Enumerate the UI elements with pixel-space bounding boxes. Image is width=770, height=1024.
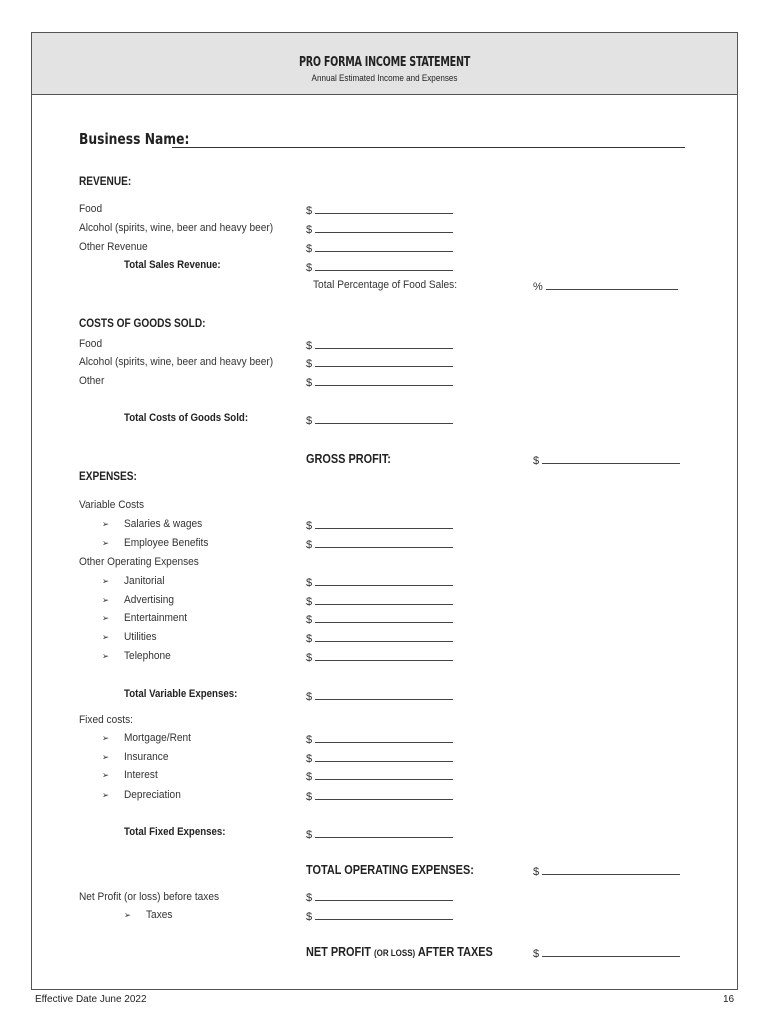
net-profit-after-amount[interactable]: $ [533,947,680,960]
revenue-item-food: Food [79,203,103,215]
utilities-amount[interactable]: $ [306,632,453,645]
net-profit-before-amount[interactable]: $ [306,891,453,904]
total-cogs-label: Total Costs of Goods Sold: [124,412,249,424]
fixed-item-depreciation: Depreciation [124,789,181,801]
revenue-item-alcohol: Alcohol (spirits, wine, beer and heavy beer) [79,222,274,234]
bullet-arrow-icon: ➢ [102,519,109,529]
gross-profit-label: GROSS PROFIT: [306,451,391,466]
entertainment-amount[interactable]: $ [306,613,453,626]
net-profit-before-label: Net Profit (or loss) before taxes [79,891,220,903]
net-profit-after-label: NET PROFIT (OR LOSS) AFTER TAXES [306,944,493,959]
revenue-alcohol-amount[interactable]: $ [306,223,453,236]
salaries-amount[interactable]: $ [306,519,453,532]
total-cogs-amount[interactable]: $ [306,414,453,427]
other-operating-label: Other Operating Expenses [79,556,199,568]
bullet-arrow-icon: ➢ [102,770,109,780]
cogs-heading: COSTS OF GOODS SOLD: [79,318,206,330]
total-variable-amount[interactable]: $ [306,690,453,703]
taxes-amount[interactable]: $ [306,910,453,923]
expense-item-salaries: Salaries & wages [124,518,203,530]
expense-item-telephone: Telephone [124,650,171,662]
bullet-arrow-icon: ➢ [102,752,109,762]
form-header [32,33,737,95]
cogs-other-amount[interactable]: $ [306,376,453,389]
expense-item-utilities: Utilities [124,631,157,643]
food-percentage-label: Total Percentage of Food Sales: [313,279,458,291]
janitorial-amount[interactable]: $ [306,576,453,589]
taxes-label: Taxes [146,909,173,921]
expenses-heading: EXPENSES: [79,471,137,483]
insurance-amount[interactable]: $ [306,752,453,765]
business-name-label: Business Name: [79,130,190,148]
total-sales-revenue-label: Total Sales Revenue: [124,259,221,271]
form-subtitle: Annual Estimated Income and Expenses [311,73,458,83]
fixed-item-interest: Interest [124,769,158,781]
cogs-item-other: Other [79,375,105,387]
cogs-item-food: Food [79,338,103,350]
bullet-arrow-icon: ➢ [102,651,109,661]
cogs-alcohol-amount[interactable]: $ [306,357,453,370]
fixed-item-insurance: Insurance [124,751,169,763]
expense-item-advertising: Advertising [124,594,175,606]
revenue-item-other: Other Revenue [79,241,148,253]
telephone-amount[interactable]: $ [306,651,453,664]
page-number: 16 [723,994,735,1005]
revenue-other-amount[interactable]: $ [306,242,453,255]
form-frame [31,32,738,990]
fixed-item-mortgage: Mortgage/Rent [124,732,191,744]
food-percentage-field[interactable]: % [533,280,678,293]
total-operating-label: TOTAL OPERATING EXPENSES: [306,862,474,877]
bullet-arrow-icon: ➢ [102,538,109,548]
depreciation-amount[interactable]: $ [306,790,453,803]
total-fixed-amount[interactable]: $ [306,828,453,841]
expense-item-janitorial: Janitorial [124,575,165,587]
interest-amount[interactable]: $ [306,770,453,783]
gross-profit-amount[interactable]: $ [533,454,680,467]
bullet-arrow-icon: ➢ [102,613,109,623]
variable-costs-label: Variable Costs [79,499,145,511]
total-variable-label: Total Variable Expenses: [124,688,238,700]
bullet-arrow-icon: ➢ [102,632,109,642]
expense-item-benefits: Employee Benefits [124,537,209,549]
benefits-amount[interactable]: $ [306,538,453,551]
business-name-field[interactable] [172,147,685,148]
form-title: PRO FORMA INCOME STATEMENT [298,55,471,70]
total-sales-revenue-amount[interactable]: $ [306,261,453,274]
total-operating-amount[interactable]: $ [533,865,680,878]
bullet-arrow-icon: ➢ [102,595,109,605]
effective-date: Effective Date June 2022 [35,994,147,1005]
fixed-costs-label: Fixed costs: [79,714,133,726]
total-fixed-label: Total Fixed Expenses: [124,826,226,838]
bullet-arrow-icon: ➢ [102,790,109,800]
bullet-arrow-icon: ➢ [102,576,109,586]
bullet-arrow-icon: ➢ [124,910,131,920]
cogs-item-alcohol: Alcohol (spirits, wine, beer and heavy beer) [79,356,274,368]
cogs-food-amount[interactable]: $ [306,339,453,352]
revenue-food-amount[interactable]: $ [306,204,453,217]
expense-item-entertainment: Entertainment [124,612,188,624]
advertising-amount[interactable]: $ [306,595,453,608]
bullet-arrow-icon: ➢ [102,733,109,743]
mortgage-amount[interactable]: $ [306,733,453,746]
revenue-heading: REVENUE: [79,176,132,188]
